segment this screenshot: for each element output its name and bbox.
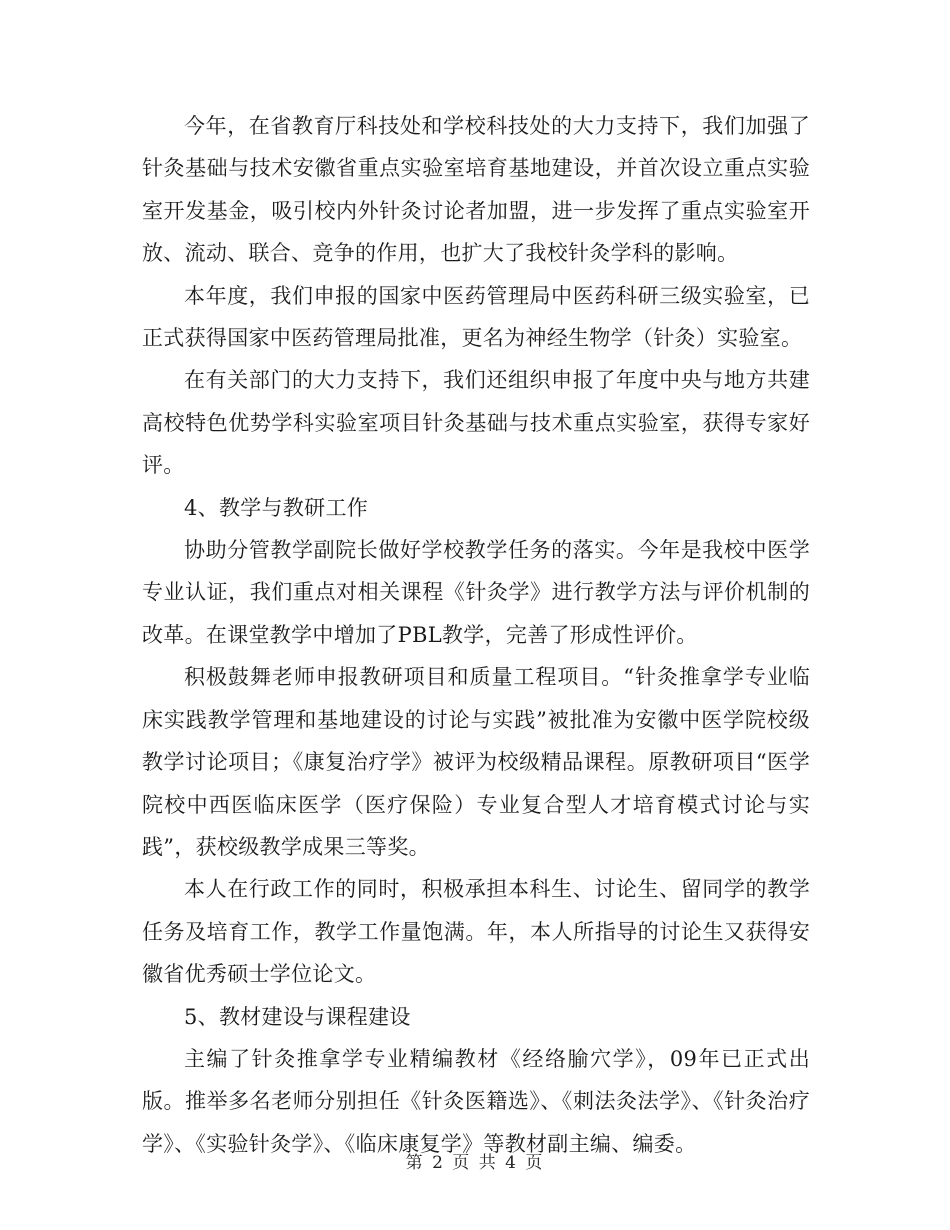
paragraph-textbooks: 主编了针灸推拿学专业精编教材《经络腧穴学》，09年已正式出版。推举多名老师分别担任《针灸医籍选》、《刺法灸法学》、《针灸治疗学》、《实验针灸学》、《临床康复学》等教材副主编、编委。: [142, 1046, 810, 1156]
document-body: [142, 105, 810, 1165]
paragraph-lab-application: 在有关部门的大力支持下，我们还组织申报了年度中央与地方共建高校特色优势学科实验室项目针灸基础与技术重点实验室，获得专家好评。: [142, 368, 810, 478]
section-heading-textbooks: 5、教材建设与课程建设: [184, 1004, 411, 1029]
paragraph-lab-approval: 本年度，我们申报的国家中医药管理局中医药科研三级实验室，已正式获得国家中医药管理局批准，更名为神经生物学（针灸）实验室。: [142, 283, 810, 351]
section-heading-teaching: 4、教学与教研工作: [184, 495, 369, 520]
page-number-footer: 第 2 页 共 4 页: [405, 1153, 545, 1173]
paragraph-teaching-reform: 协助分管教学副院长做好学校教学任务的落实。今年是我校中医学专业认证，我们重点对相关课程《针灸学》进行教学方法与评价机制的改革。在课堂教学中增加了PBL教学，完善了形成性评价。: [142, 538, 810, 647]
paragraph-lab-construction: 今年，在省教育厅科技处和学校科技处的大力支持下，我们加强了针灸基础与技术安徽省重点实验室培育基地建设，并首次设立重点实验室开发基金，吸引校内外针灸讨论者加盟，进一步发挥了重点实验室开放、流动、联合、竞争的作用，也扩大了我校针灸学科的影响。: [142, 114, 810, 266]
paragraph-teaching-workload: 本人在行政工作的同时，积极承担本科生、讨论生、留同学的教学任务及培育工作，教学工作量饱满。年，本人所指导的讨论生又获得安徽省优秀硕士学位论文。: [142, 877, 810, 987]
paragraph-teaching-projects: 积极鼓舞老师申报教研项目和质量工程项目。“针灸推拿学专业临床实践教学管理和基地建设的讨论与实践”被批准为安徽中医学院校级教学讨论项目；《康复治疗学》被评为校级精品课程。原教研项目“医学院校中西医临床医学（医疗保险）专业复合型人才培育模式讨论与实践”，获校级教学成果三等奖。: [142, 665, 810, 859]
